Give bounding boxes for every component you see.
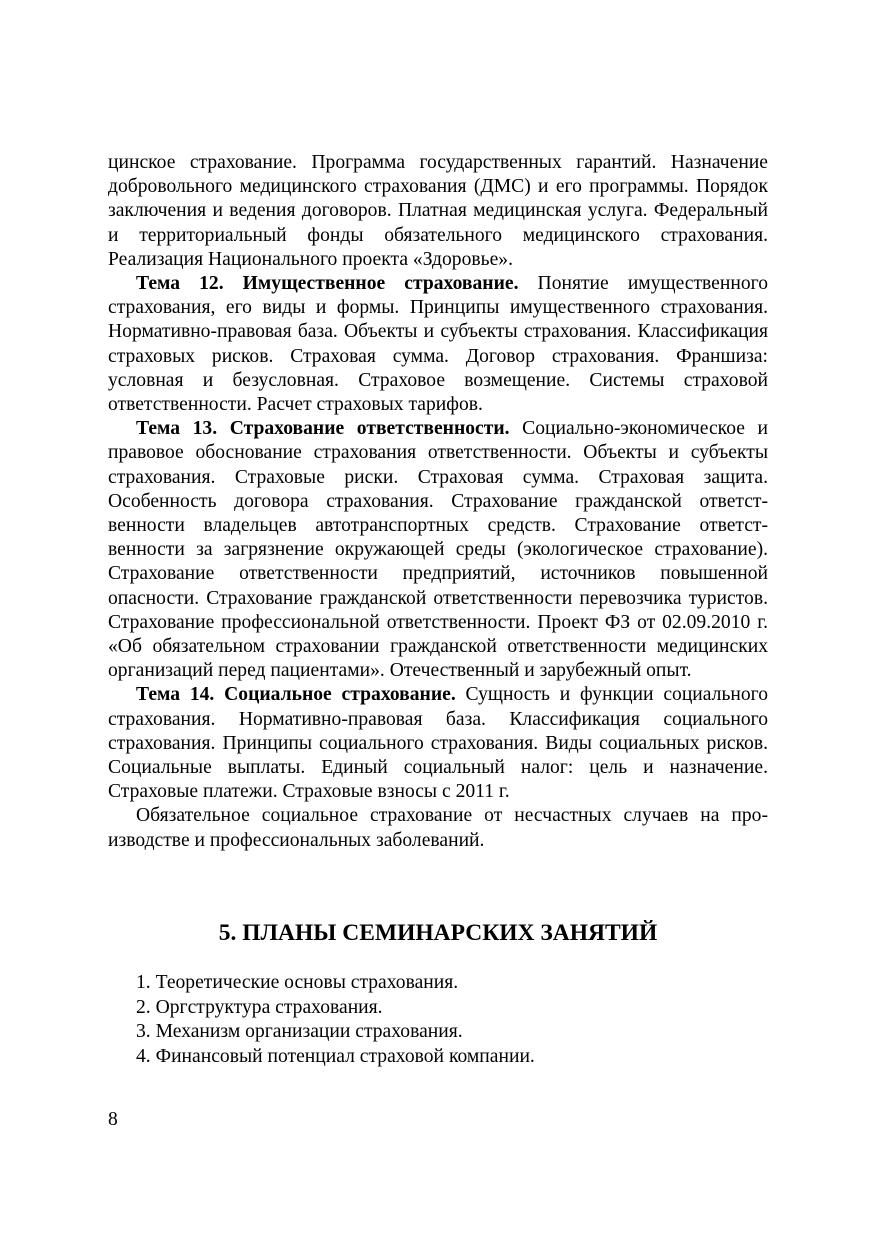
topic-heading: Тема 13. Страхование ответственности. <box>136 418 510 440</box>
seminar-item: 2. Оргструктура страхования. <box>136 996 383 1018</box>
paragraph-continuation <box>108 151 768 272</box>
seminar-item: 4. Финансовый потенциал страховой компании. <box>136 1045 535 1067</box>
topic-13-paragraph <box>108 417 768 683</box>
paragraph-text: цинское страхование. Программа государственных гарантий. Назначение добровольного медицинского страхования (ДМС) и его программы. Порядок заключения и ведения договоров. Платная медицинская услуга. Федеральный и территориальный фонды обязательного медицинского страхования. Реализация Национального проекта «Здоровье». <box>108 152 768 270</box>
paragraph-text: Понятие имущественного страхования, его виды и формы. Принципы имущественного страхования. Нормативно-правовая база. Объекты и субъекты страхования. Классификация страховых рисков. Страховая сумма. Договор страхования. Франшиза: условная и безусловная. Страховое возмещение. Системы страховой ответственности. Расчет страховых тарифов. <box>108 273 768 416</box>
seminar-item: 3. Механизм организации страхования. <box>136 1021 463 1042</box>
paragraph-text: Обязательное социальное страхование от несчастных случаев на производстве и профессиональных заболеваний. <box>108 805 768 851</box>
topic-14-paragraph <box>108 683 768 804</box>
seminar-item: 1. Теоретические основы страхования. <box>136 972 459 993</box>
topic-heading: Тема 12. Имущественное страхование. <box>136 273 519 295</box>
seminar-list <box>136 971 535 1069</box>
topic-12-paragraph <box>108 272 768 417</box>
page-number: 8 <box>108 1109 118 1130</box>
paragraph-text: Сущность и функции социального страхования. Нормативно-правовая база. Классификация социального страхования. Принципы социального страхования. Виды социальных рисков. Социальные выплаты. Единый социальный налог: цель и назначение. Страховые платежи. Страховые взносы с 2011 г. <box>108 684 769 803</box>
topic-heading: Тема 14. Социальное страхование. <box>136 684 456 706</box>
document-body <box>108 151 768 853</box>
closing-paragraph <box>108 804 768 852</box>
section-title: 5. ПЛАНЫ СЕМИНАРСКИХ ЗАНЯТИЙ <box>218 920 658 946</box>
paragraph-text: Социально-экономическое и правовое обоснование страхования ответственности. Объекты и субъекты страхования. Страховые риски. Страховая сумма. Страховая защита. Особенность договора страхования. Страхование гражданской ответственности владельцев автотранспортных средств. Страхование ответственности за загрязнение окружающей среды (экологическое страхование). Страхование ответственности предприятий, источников повышенной опасности. Страхование гражданской ответственности перевозчика туристов. Страхование профессиональной ответственности. Проект ФЗ от 02.09.2010 г. «Об обязательном страховании гражданской ответственности медицинских организаций перед пациентами». Отечественный и зарубежный опыт. <box>108 418 769 682</box>
